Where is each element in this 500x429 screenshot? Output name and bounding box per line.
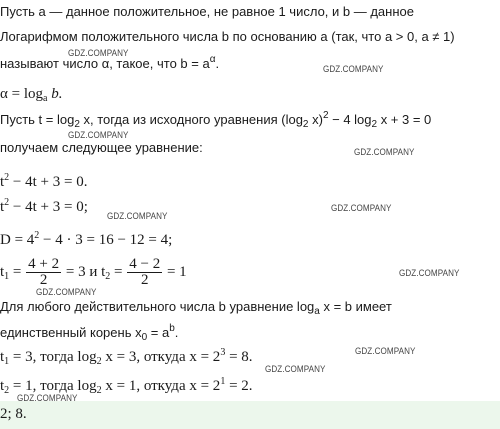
substitution-part-i: x + 3 = 0: [377, 112, 432, 127]
answer-line: [0, 404, 27, 424]
case2-g: = 2.: [225, 378, 253, 394]
case1-d: 2: [96, 356, 102, 367]
substitution-part-f: 2: [322, 110, 329, 121]
root1-index: 1: [4, 271, 10, 282]
definition-line: [0, 27, 455, 47]
equation-intro-line: [0, 138, 203, 158]
root1-numerator: 4 + 2: [28, 256, 60, 273]
unique-root-b: 0: [141, 332, 148, 343]
quadratic2-c: − 4t + 3 = 0;: [9, 199, 88, 215]
quadratic2-b: 2: [4, 197, 10, 208]
quadratic-equation: [0, 172, 87, 192]
case1-line: [0, 347, 253, 367]
substitution-part-d: 2: [302, 119, 309, 130]
case1-a: t: [0, 349, 5, 365]
root1-denominator: 2: [39, 272, 48, 289]
case2-c: = 1, тогда log: [9, 378, 97, 394]
root2-fraction: [127, 257, 162, 288]
unique-root-d: b: [169, 323, 175, 334]
root2-numerator: 4 − 2: [129, 256, 161, 273]
watermark-4: GDZ.COMPANY: [354, 147, 415, 158]
definition-text-2: называют число α, такое, что b = a: [0, 56, 210, 71]
watermark-11: GDZ.COMPANY: [17, 393, 78, 404]
root1-var: t: [0, 264, 5, 280]
watermark-5: GDZ.COMPANY: [107, 211, 168, 222]
watermark-3: GDZ.COMPANY: [68, 130, 129, 141]
watermark-9: GDZ.COMPANY: [265, 364, 326, 375]
watermark-8: GDZ.COMPANY: [399, 268, 460, 279]
unique-root-c: = a: [147, 325, 170, 340]
substitution-part-a: Пусть t = log: [0, 112, 75, 127]
watermark-6: GDZ.COMPANY: [331, 203, 392, 214]
definition-line-2: называют число α, такое, что $b = a^\alpha$.: [0, 54, 220, 71]
root2-result: = 1: [163, 264, 187, 280]
uniqueness-b: a: [314, 306, 320, 317]
substitution-part-h: 2: [371, 119, 378, 130]
root1-eq: =: [9, 264, 26, 280]
case1-g: = 8.: [225, 349, 253, 365]
discriminant-c: − 4 · 3 = 16 − 12 = 4;: [39, 232, 173, 248]
discriminant-a: D = 4: [0, 232, 35, 248]
unique-root-line: [0, 323, 178, 343]
answer-box: [0, 401, 500, 429]
discriminant-b: 2: [34, 230, 40, 241]
unique-root-a: единственный корень x: [0, 325, 142, 340]
uniqueness-a: Для любого действительного числа b уравнение log: [0, 299, 315, 314]
watermark-7: GDZ.COMPANY: [36, 287, 97, 298]
quadratic-a: t: [0, 174, 5, 190]
uniqueness-c: x = b имеет: [319, 299, 392, 314]
case1-e: x = 3, откуда x = 2: [101, 349, 221, 365]
unique-root-e: .: [174, 325, 179, 340]
quadratic2-a: t: [0, 199, 5, 215]
alpha-exponent: α: [209, 54, 216, 65]
uniqueness-line: [0, 297, 392, 317]
alpha-formula-arg: b.: [47, 86, 63, 102]
alpha-formula-base: a: [43, 93, 48, 104]
substitution-part-c: x, тогда из исходного уравнения (log: [79, 112, 303, 127]
case1-b: 1: [4, 356, 10, 367]
case2-a: t: [0, 378, 5, 394]
quadratic-b: 2: [4, 172, 10, 183]
watermark-1: GDZ.COMPANY: [68, 48, 129, 59]
substitution-part-b: 2: [74, 119, 80, 130]
alpha-formula-text: α = log: [0, 86, 43, 102]
alpha-formula: [0, 84, 62, 104]
case2-b: 2: [4, 385, 10, 396]
roots-line: [0, 256, 187, 288]
substitution-line: [0, 110, 431, 130]
case2-d: 2: [96, 385, 102, 396]
case2-e: x = 1, откуда x = 2: [101, 378, 221, 394]
watermark-2: GDZ.COMPANY: [323, 64, 384, 75]
intro-text: Пусть a — данное положительное, не равное 1 число, и b — данное: [0, 4, 414, 19]
root2-eq: =: [110, 264, 127, 280]
definition-text: Логарифмом положительного числа b по основанию a (так, что a > 0, a ≠ 1): [0, 29, 455, 44]
root2-denominator: 2: [140, 272, 149, 289]
root1-result: = 3 и t: [62, 264, 106, 280]
watermark-10: GDZ.COMPANY: [355, 346, 416, 357]
answer-text: 2; 8.: [0, 406, 27, 422]
substitution-part-e: x): [308, 112, 323, 127]
quadratic-equation-2: [0, 197, 88, 217]
discriminant-line: [0, 230, 172, 250]
case1-f: 3: [220, 347, 226, 358]
root2-index: 2: [105, 271, 111, 282]
intro-line: [0, 2, 414, 22]
substitution-part-g: − 4 log: [328, 112, 372, 127]
case1-c: = 3, тогда log: [9, 349, 97, 365]
root1-fraction: [26, 257, 61, 288]
case2-f: 1: [220, 376, 226, 387]
quadratic-c: − 4t + 3 = 0.: [9, 174, 88, 190]
equation-intro-text: получаем следующее уравнение:: [0, 140, 203, 155]
